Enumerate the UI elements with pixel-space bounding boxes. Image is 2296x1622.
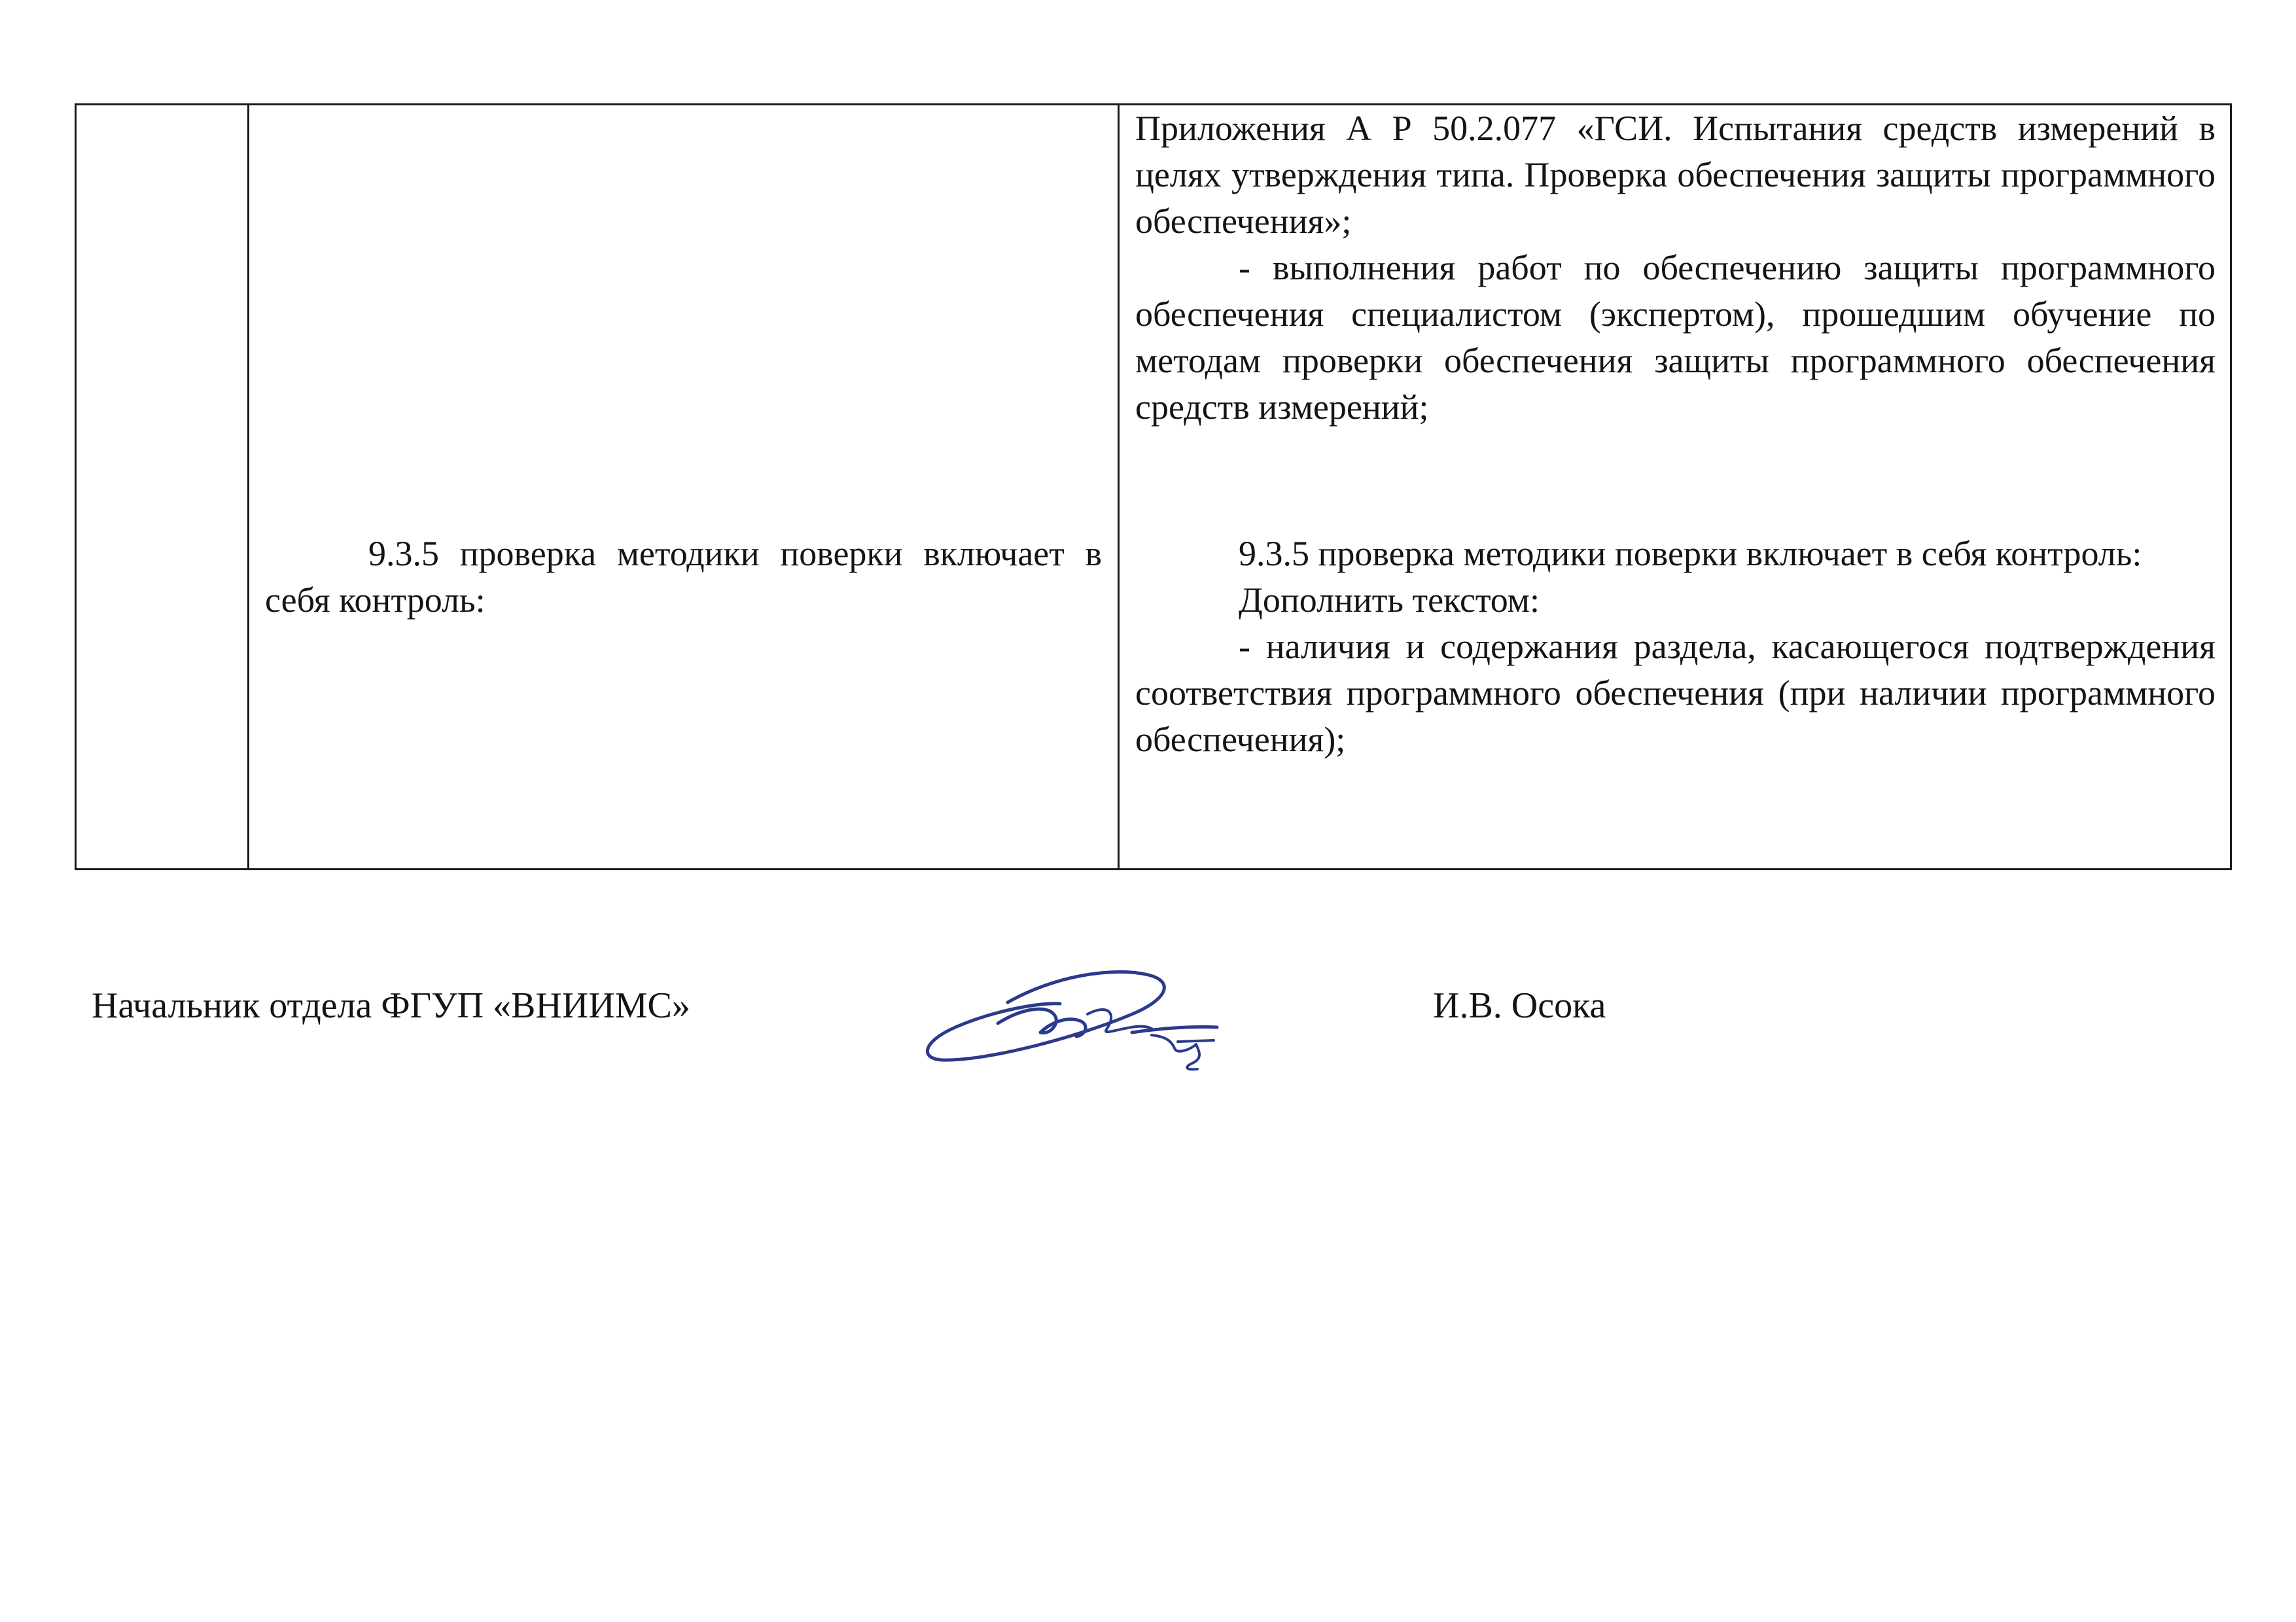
- handwritten-signature: [916, 963, 1256, 1074]
- signatory-name: И.В. Осока: [1433, 985, 1606, 1026]
- proposed-paragraph-2: - выполнения работ по обеспечению защиты программного обеспечения специалистом (экспертом), прошедшим обучение по методам проверки обеспечения защиты программного обеспечения средств измерений;: [1135, 248, 2216, 427]
- signature-block: [92, 970, 2055, 1074]
- proposed-paragraph-1: Приложения А Р 50.2.077 «ГСИ. Испытания средств измерений в целях утверждения типа. Проверка обеспечения защиты программного обеспечения»;: [1135, 109, 2216, 241]
- proposed-paragraph-4: Дополнить текстом:: [1239, 580, 1540, 620]
- table-row: [76, 105, 2231, 870]
- proposed-text-top: [1135, 105, 2216, 431]
- proposed-text-cell: [1119, 105, 2231, 870]
- amendments-table: [75, 103, 2232, 870]
- proposed-paragraph-3: 9.3.5 проверка методики поверки включает в себя контроль:: [1239, 534, 2142, 573]
- current-text-cell: [249, 105, 1119, 870]
- number-cell: [76, 105, 249, 870]
- proposed-text-bottom: [1135, 531, 2216, 763]
- current-text-paragraph: 9.3.5 проверка методики поверки включает в себя контроль:: [265, 534, 1102, 620]
- proposed-paragraph-5: - наличия и содержания раздела, касающегося подтверждения соответствия программного обеспечения (при наличии программного обеспечения);: [1135, 627, 2216, 759]
- signatory-position: Начальник отдела ФГУП «ВНИИМС»: [92, 985, 690, 1026]
